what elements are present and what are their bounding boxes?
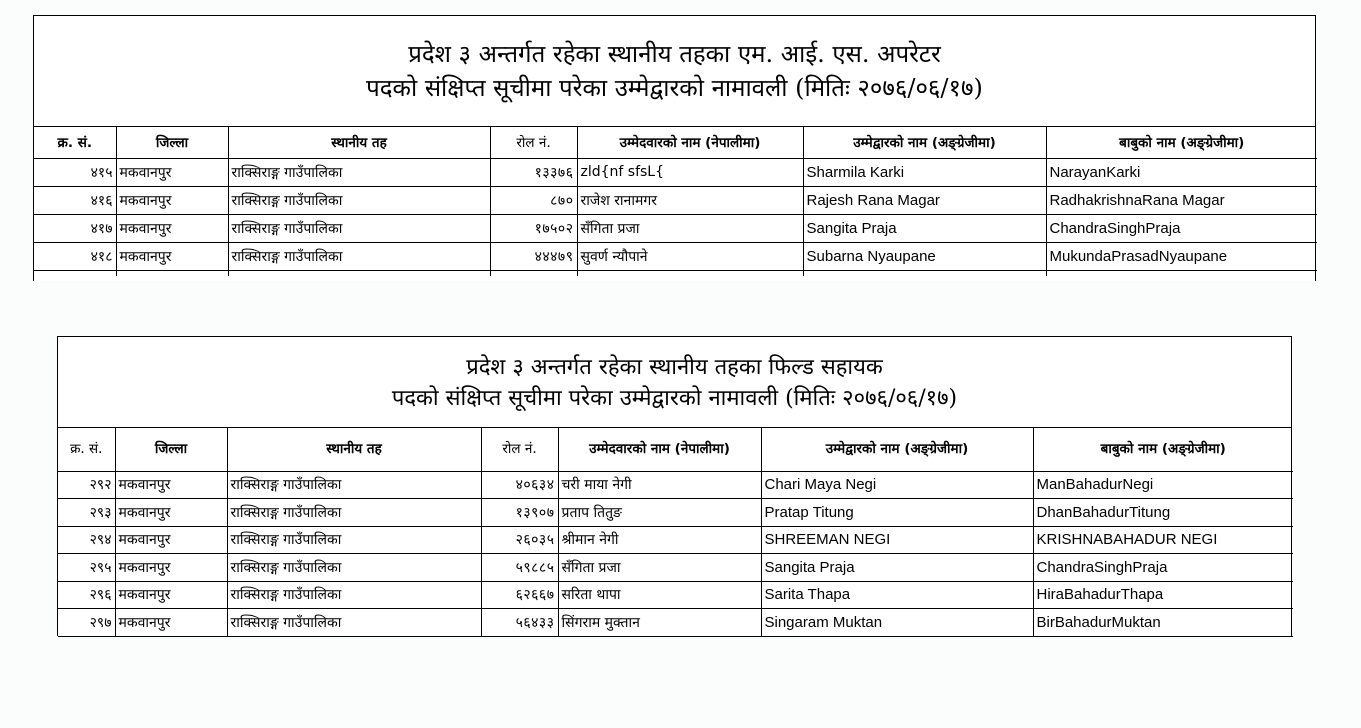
cell-father-name: ManBahadurNegi [1033, 471, 1293, 499]
cell-serial: २९२ [58, 471, 115, 499]
cell-name-nepali: श्रीमान नेगी [558, 526, 761, 554]
cell-roll-no: ४०६३४ [481, 471, 558, 499]
cell-roll-no: ८७० [490, 186, 577, 214]
cell-local-level: राक्सिराङ्ग गाउँपालिका [228, 214, 490, 242]
table-row [58, 471, 1293, 499]
cell-district: मकवानपुर [116, 214, 228, 242]
cell-roll-no: ५६४३३ [481, 609, 558, 637]
cell-roll-no: ४४४७९ [490, 242, 577, 270]
col-district: जिल्ला [116, 127, 228, 158]
col-serial: क्र. सं. [34, 127, 116, 158]
cell-name-english: Sharmila Karki [803, 158, 1046, 186]
table-row [58, 609, 1293, 637]
cell-roll-no: २६०३५ [481, 526, 558, 554]
cell-local-level: राक्सिराङ्ग गाउँपालिका [227, 581, 481, 609]
col-serial: क्र. सं. [58, 428, 115, 471]
header-row [34, 127, 1317, 158]
table-row [34, 242, 1317, 270]
cell-father-name: DhanBahadurTitung [1033, 499, 1293, 527]
cell-father-name: ChandraSinghPraja [1046, 214, 1317, 242]
cell-serial: २९६ [58, 581, 115, 609]
cell-district: मकवानपुर [115, 554, 227, 582]
cell-name-english: Chari Maya Negi [761, 471, 1033, 499]
table-row [58, 554, 1293, 582]
table-row [58, 499, 1293, 527]
cell-name-english: Pratap Titung [761, 499, 1033, 527]
col-father-name: बाबुको नाम (अङ्ग्रेजीमा) [1033, 428, 1293, 471]
table-title [34, 16, 1315, 127]
cell-roll-no: १३३७६ [490, 158, 577, 186]
cell-name-english: SHREEMAN NEGI [761, 526, 1033, 554]
col-name-nepali: उम्मेदवारको नाम (नेपालीमा) [577, 127, 803, 158]
cell-father-name: NarayanKarki [1046, 158, 1317, 186]
cell-name-english: Rajesh Rana Magar [803, 186, 1046, 214]
cell-name-nepali: सुवर्ण न्यौपाने [577, 242, 803, 270]
mis-operator-shortlist [33, 15, 1316, 281]
cell-name-nepali: सरिता थापा [558, 581, 761, 609]
table-row [34, 158, 1317, 186]
cell-local-level: राक्सिराङ्ग गाउँपालिका [228, 158, 490, 186]
cell-district: मकवानपुर [116, 158, 228, 186]
cell-district: मकवानपुर [115, 581, 227, 609]
cell-cut-off [577, 270, 803, 276]
cut-off-row [34, 270, 1317, 276]
cell-name-english: Sarita Thapa [761, 581, 1033, 609]
cell-father-name: BirBahadurMuktan [1033, 609, 1293, 637]
col-name-english: उम्मेद्वारको नाम (अङ्ग्रेजीमा) [803, 127, 1046, 158]
table-row [34, 186, 1317, 214]
cell-cut-off [490, 270, 577, 276]
title-line-2: पदको संक्षिप्त सूचीमा परेका उम्मेद्वारको नामावली (मितिः २०७६/०६/१७) [391, 386, 958, 411]
cell-roll-no: १७५०२ [490, 214, 577, 242]
cell-serial: ४१७ [34, 214, 116, 242]
cell-name-nepali: प्रताप तितुङ [558, 499, 761, 527]
cell-name-nepali: सँगिता प्रजा [558, 554, 761, 582]
title-line-1: प्रदेश ३ अन्तर्गत रहेका स्थानीय तहका फिल्ड सहायक [466, 355, 883, 380]
cell-district: मकवानपुर [115, 499, 227, 527]
cell-district: मकवानपुर [115, 609, 227, 637]
cell-roll-no: ५९८८५ [481, 554, 558, 582]
cell-name-english: Subarna Nyaupane [803, 242, 1046, 270]
cell-name-nepali: zld{nf sfsL{ [577, 158, 803, 186]
cell-name-nepali: सँगिता प्रजा [577, 214, 803, 242]
cell-serial: ४१८ [34, 242, 116, 270]
cell-cut-off [228, 270, 490, 276]
cell-name-english: Singaram Muktan [761, 609, 1033, 637]
cell-cut-off [116, 270, 228, 276]
cell-father-name: ChandraSinghPraja [1033, 554, 1293, 582]
cell-local-level: राक्सिराङ्ग गाउँपालिका [228, 186, 490, 214]
cell-serial: २९५ [58, 554, 115, 582]
cell-local-level: राक्सिराङ्ग गाउँपालिका [227, 499, 481, 527]
cell-cut-off [1046, 270, 1317, 276]
cell-serial: २९४ [58, 526, 115, 554]
cell-serial: २९३ [58, 499, 115, 527]
col-father-name: बाबुको नाम (अङ्ग्रेजीमा) [1046, 127, 1317, 158]
cell-name-nepali: चरी माया नेगी [558, 471, 761, 499]
header-row [58, 428, 1293, 471]
candidate-table [34, 127, 1317, 276]
table-row [58, 581, 1293, 609]
table-row [34, 214, 1317, 242]
candidate-table [58, 428, 1293, 637]
cell-roll-no: १३९०७ [481, 499, 558, 527]
cell-serial: २९७ [58, 609, 115, 637]
cell-name-english: Sangita Praja [761, 554, 1033, 582]
table-title [58, 337, 1291, 428]
col-local-level: स्थानीय तह [228, 127, 490, 158]
cell-cut-off [34, 270, 116, 276]
col-roll-no: रोल नं. [490, 127, 577, 158]
title-line-2: पदको संक्षिप्त सूचीमा परेका उम्मेद्वारको नामावली (मितिः २०७६/०६/१७) [366, 74, 983, 102]
cell-local-level: राक्सिराङ्ग गाउँपालिका [227, 526, 481, 554]
cell-father-name: HiraBahadurThapa [1033, 581, 1293, 609]
cell-district: मकवानपुर [115, 526, 227, 554]
col-name-english: उम्मेद्वारको नाम (अङ्ग्रेजीमा) [761, 428, 1033, 471]
cell-serial: ४१६ [34, 186, 116, 214]
table-row [58, 526, 1293, 554]
title-line-1: प्रदेश ३ अन्तर्गत रहेका स्थानीय तहका एम. आई. एस. अपरेटर [408, 40, 941, 68]
cell-father-name: MukundaPrasadNyaupane [1046, 242, 1317, 270]
cell-name-english: Sangita Praja [803, 214, 1046, 242]
cell-name-nepali: राजेश रानामगर [577, 186, 803, 214]
cell-cut-off [803, 270, 1046, 276]
cell-district: मकवानपुर [115, 471, 227, 499]
cell-name-nepali: सिंगराम मुक्तान [558, 609, 761, 637]
cell-father-name: KRISHNABAHADUR NEGI [1033, 526, 1293, 554]
cell-district: मकवानपुर [116, 186, 228, 214]
cell-local-level: राक्सिराङ्ग गाउँपालिका [228, 242, 490, 270]
col-name-nepali: उम्मेदवारको नाम (नेपालीमा) [558, 428, 761, 471]
cell-father-name: RadhakrishnaRana Magar [1046, 186, 1317, 214]
field-assistant-shortlist [57, 336, 1292, 636]
cell-local-level: राक्सिराङ्ग गाउँपालिका [227, 554, 481, 582]
cell-roll-no: ६२६६७ [481, 581, 558, 609]
cell-local-level: राक्सिराङ्ग गाउँपालिका [227, 471, 481, 499]
col-local-level: स्थानीय तह [227, 428, 481, 471]
cell-district: मकवानपुर [116, 242, 228, 270]
col-district: जिल्ला [115, 428, 227, 471]
col-roll-no: रोल नं. [481, 428, 558, 471]
cell-local-level: राक्सिराङ्ग गाउँपालिका [227, 609, 481, 637]
cell-serial: ४१५ [34, 158, 116, 186]
